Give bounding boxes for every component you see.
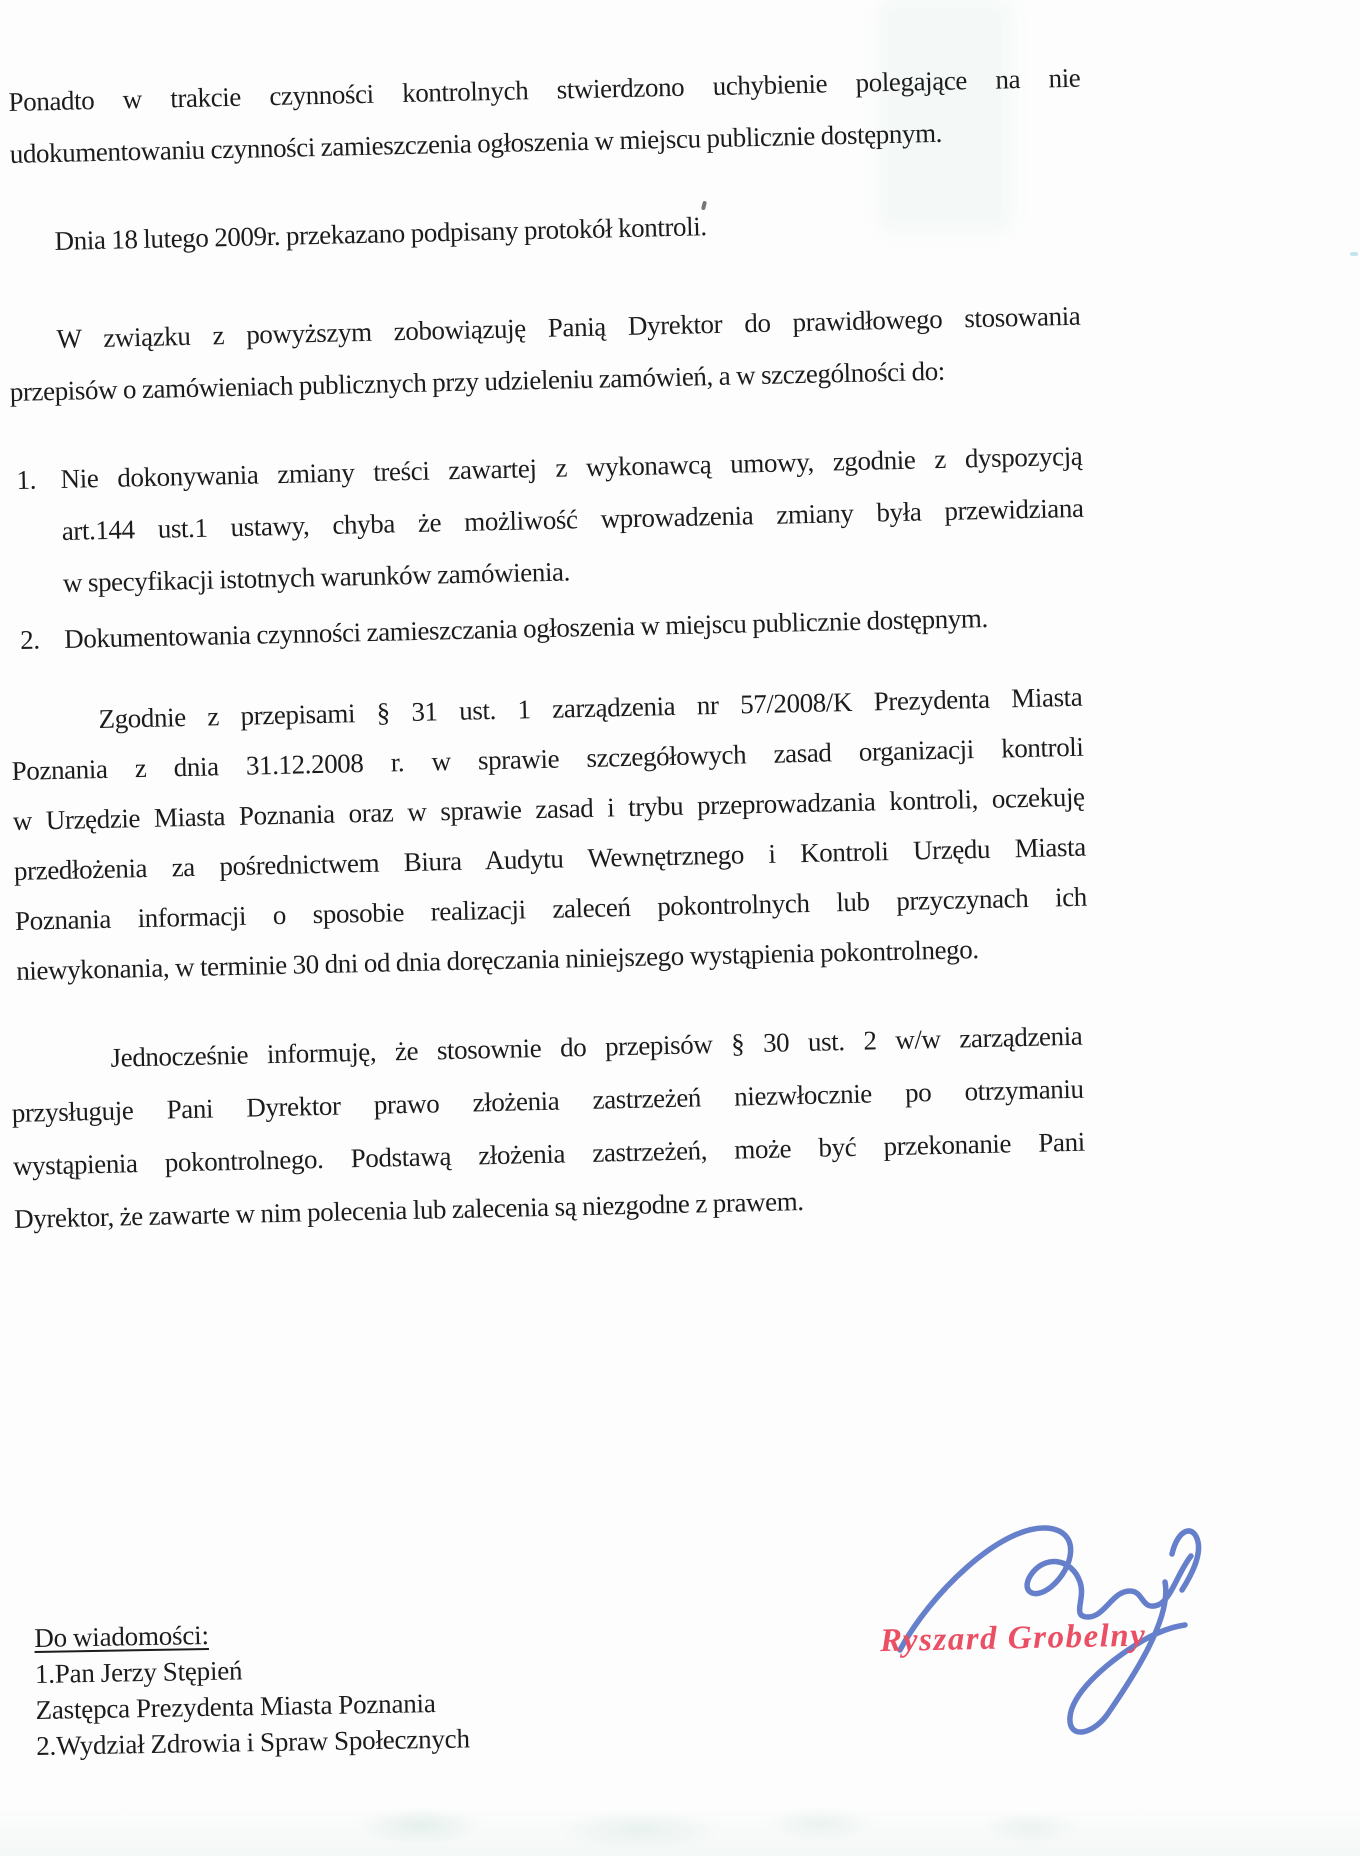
text-line: Poznania informacji o sposobie realizacji zaleceń pokontrolnych lub przyczynach ich [14, 881, 1088, 936]
name-stamp: Ryszard Grobelny [879, 1617, 1147, 1660]
paragraph-reporting-requirement [10, 672, 1089, 996]
cc-line: 2.Wydział Zdrowia i Spraw Społecznych [35, 1723, 471, 1761]
scan-bottom-artifact [0, 1796, 1360, 1856]
list-item-text [60, 430, 1085, 609]
text-line: Zgodnie z przepisami § 31 ust. 1 zarządzenia nr 57/2008/K Prezydenta Miasta [98, 681, 1083, 734]
text-line: wystąpienia pokontrolnego. Podstawą złożenia zastrzeżeń, może być przekonanie Pani [12, 1126, 1086, 1181]
text-line: udokumentowaniu czynności zamieszczenia ogłoszenia w miejscu publicznie dostępnym. [9, 117, 943, 169]
list-item-number: 2. [19, 624, 41, 655]
list-item-number: 1. [16, 464, 37, 495]
cc-line: Zastępca Prezydenta Miasta Poznania [35, 1688, 436, 1725]
text-line: Dyrektor, że zawarte w nim polecenia lub zalecenia są niezgodne z prawem. [13, 1186, 804, 1234]
text-line: przepisów o zamówieniach publicznych przy udzieleniu zamówień, a w szczególności do: [9, 355, 946, 407]
text-line: art.144 ust.1 ustawy, chyba że możliwość wprowadzenia zmiany była przewidziana [61, 492, 1084, 546]
text-line: przysługuje Pani Dyrektor prawo złożenia zastrzeżeń niezwłocznie po otrzymaniu [11, 1073, 1084, 1128]
text-line: Nie dokonywania zmiany treści zawartej z wykonawcą umowy, zgodnie z dyspozycją [60, 440, 1083, 494]
text-line: w specyfikacji istotnych warunków zamówienia. [62, 556, 571, 598]
text-line: Jednocześnie informuję, że stosownie do przepisów § 30 ust. 2 w/w zarządzenia [110, 1020, 1083, 1073]
text-line: Poznania z dnia 31.12.2008 r. w sprawie szczegółowych zasad organizacji kontroli [11, 731, 1084, 786]
paragraph-obligation [8, 290, 1082, 418]
text-line: W związku z powyższym zobowiązuję Panią Dyrektor do prawidłowego stosowania [56, 300, 1081, 354]
cc-heading: Do wiadomości: [34, 1619, 209, 1653]
text-line: Ponadto w trakcie czynności kontrolnych stwierdzono uchybienie polegające na nie [8, 62, 1081, 117]
text-line: w Urzędzie Miasta Poznania oraz w sprawie zasad i trybu przeprowadzania kontroli, oczekuję [12, 781, 1085, 836]
list-item [16, 430, 1085, 610]
text-line: niewykonania, w terminie 30 dni od dnia doręczania niniejszego wystąpienia pokontrolnego. [15, 934, 979, 986]
text-line: Dnia 18 lutego 2009r. przekazano podpisany protokół kontroli. [54, 211, 707, 256]
scan-edge-artifact [1350, 252, 1358, 256]
paragraph-objection-rights [10, 1010, 1087, 1246]
text-line: przedłożenia za pośrednictwem Biura Audytu Wewnętrznego i Kontroli Urzędu Miasta [13, 831, 1087, 886]
text-line: Dokumentowania czynności zamieszczania ogłoszenia w miejscu publicznie dostępnym. [63, 602, 989, 654]
cc-block [34, 1610, 596, 1764]
paragraph-protocol-date [8, 192, 1081, 268]
cc-line: 1.Pan Jerzy Stępień [34, 1655, 243, 1689]
recommendations-list [16, 430, 1087, 666]
